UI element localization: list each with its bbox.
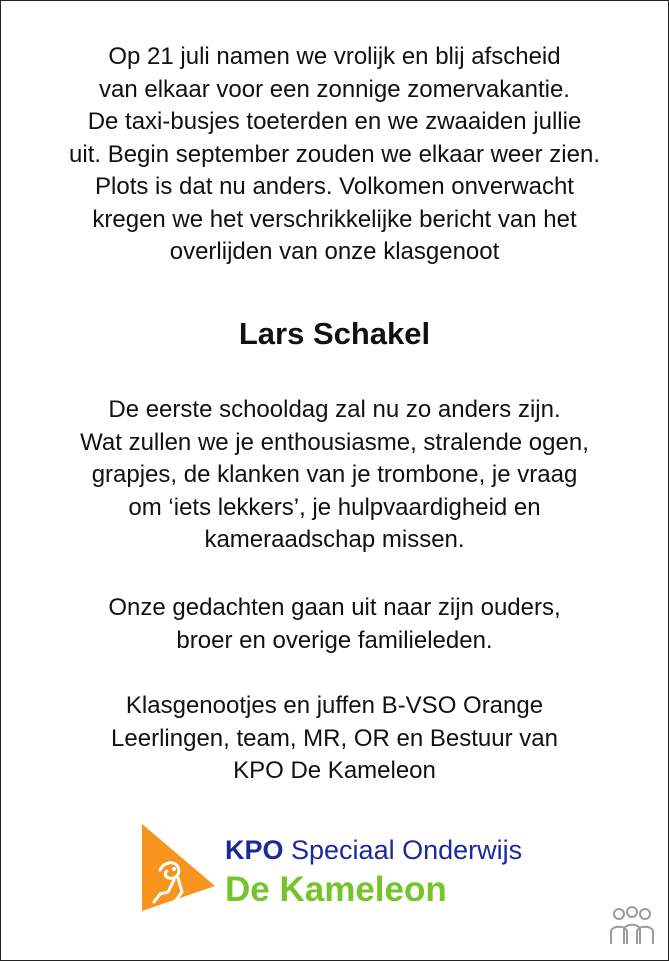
intro-line: Op 21 juli namen we vrolijk en blij afscheid: [108, 43, 561, 70]
thoughts-line: broer en overige familieleden.: [176, 626, 493, 654]
message-line: kameraadschap missen.: [204, 526, 465, 553]
signature-line: KPO De Kameleon: [233, 757, 436, 784]
intro-line: kregen we het verschrikkelijke bericht van het: [92, 205, 577, 233]
message-paragraph: [0, 394, 669, 557]
message-line: De eerste schooldag zal nu zo anders zijn.: [108, 396, 561, 423]
message-line: Wat zullen we je enthousiasme, stralende ogen,: [80, 428, 589, 456]
chameleon-logo-icon: [138, 822, 218, 912]
thoughts-line: Onze gedachten gaan uit naar zijn ouders,: [108, 594, 561, 621]
thoughts-paragraph: [0, 592, 669, 657]
deceased-name: Lars Schakel: [238, 316, 431, 351]
logo-kpo: KPO: [225, 835, 284, 865]
intro-paragraph: [0, 41, 669, 269]
signature-line: Klasgenootjes en juffen B-VSO Orange: [125, 692, 544, 719]
logo-subtitle: Speciaal Onderwijs: [283, 835, 523, 865]
message-line: grapjes, de klanken van je trombone, je vraag: [91, 461, 578, 488]
intro-line: overlijden van onze klasgenoot: [169, 238, 500, 265]
intro-line: uit. Begin september zouden we elkaar weer zien.: [69, 140, 600, 168]
intro-line: De taxi-busjes toeterden en we zwaaiden jullie: [87, 108, 582, 135]
kpo-logo: [138, 822, 538, 914]
intro-line: van elkaar voor een zonnige zomervakantie.: [99, 75, 570, 103]
signature-block: [0, 690, 669, 788]
intro-line: Plots is dat nu anders. Volkomen onverwacht: [95, 173, 574, 200]
signature-line: Leerlingen, team, MR, OR en Bestuur van: [111, 724, 558, 752]
message-line: om ‘iets lekkers’, je hulpvaardigheid en: [128, 493, 541, 521]
logo-line-2: De Kameleon: [225, 870, 447, 909]
people-group-icon: [606, 906, 658, 946]
logo-line-1: [225, 834, 522, 866]
